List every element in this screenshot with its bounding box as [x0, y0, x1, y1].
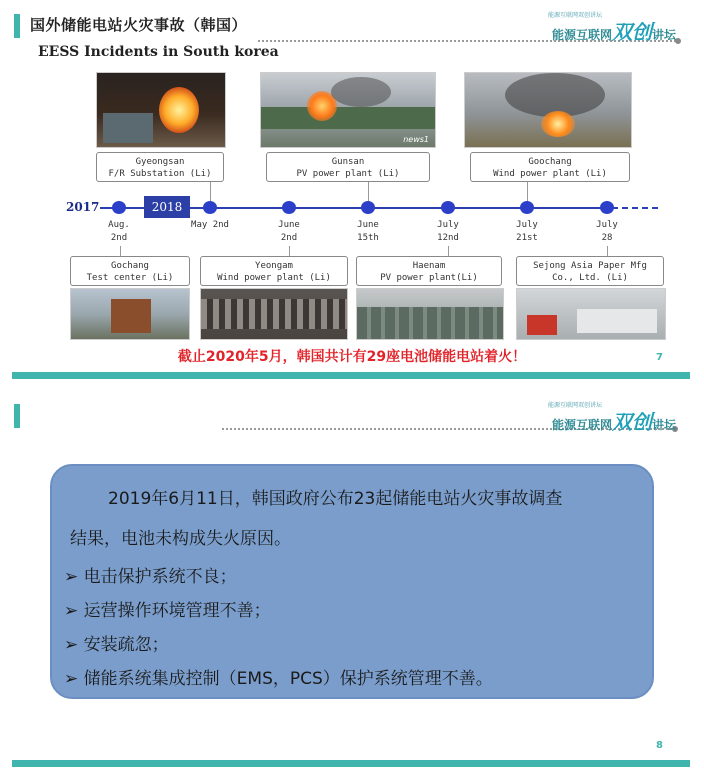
event-label-sejong: [516, 256, 664, 286]
connector: [120, 246, 121, 256]
bullet-arrow-icon: ➢: [64, 567, 79, 587]
label-line: Wind power plant (Li): [493, 169, 607, 179]
photo-sejong: [516, 288, 666, 340]
date-line: 2nd: [110, 233, 128, 243]
event-label-goochang: [470, 152, 630, 182]
logo-big: 双创: [612, 20, 653, 44]
date-line: 28: [601, 233, 613, 243]
label-line: PV power plant(Li): [380, 273, 478, 283]
date-label: [423, 219, 473, 245]
logo-main-text: [552, 406, 676, 435]
timeline-dot: [282, 201, 296, 214]
label-line: Haenam: [412, 261, 446, 271]
label-line: F/R Substation (Li): [108, 169, 212, 179]
photo-caption: news1: [403, 135, 429, 144]
photo-gyeongsan-fire: [96, 72, 226, 148]
label-line: PV power plant (Li): [296, 169, 400, 179]
label-line: Test center (Li): [86, 273, 174, 283]
timeline-dot: [361, 201, 375, 214]
date-line: July: [437, 220, 459, 230]
year-marker: 2018: [144, 196, 190, 218]
title-accent-bar: [14, 404, 20, 428]
timeline-dot: [112, 201, 126, 214]
logo-small-text: 能源互联网双创讲坛: [548, 12, 603, 19]
photo-gochang: [70, 288, 190, 340]
findings-paragraph-line2: 结果，电池未构成失火原因。: [70, 529, 291, 549]
highlight-statement: 截止2020年5月，韩国共计有29座电池储能电站着火！: [177, 349, 527, 365]
logo-suffix: 讲坛: [652, 28, 677, 42]
connector: [210, 182, 211, 202]
date-label: [582, 219, 632, 245]
date-line: 12nd: [437, 233, 459, 243]
connector: [289, 246, 290, 256]
logo-suffix: 讲坛: [652, 418, 677, 432]
timeline-dot: [520, 201, 534, 214]
date-line: July: [516, 220, 538, 230]
event-label-yeongam: [200, 256, 348, 286]
bullet-arrow-icon: ➢: [64, 635, 79, 655]
photo-haenam: [356, 288, 504, 340]
date-line: 15th: [357, 233, 379, 243]
bullet-item: [64, 562, 237, 587]
date-line: 21st: [516, 233, 538, 243]
date-line: Aug.: [108, 220, 130, 230]
timeline-dot: [600, 201, 614, 214]
timeline-continuation: [612, 207, 658, 209]
photo-gunsan-fire: [260, 72, 436, 148]
logo-big: 双创: [612, 410, 653, 434]
connector: [607, 246, 608, 256]
bullet-item: [64, 630, 169, 655]
date-line: June: [278, 220, 300, 230]
slide-7: [0, 0, 704, 384]
bullet-arrow-icon: ➢: [64, 601, 79, 621]
connector: [448, 246, 449, 256]
bullet-item: [64, 664, 493, 689]
connector: [368, 182, 369, 202]
label-line: Gochang: [111, 261, 149, 271]
date-label: [185, 219, 235, 232]
connector: [527, 182, 528, 202]
event-label-gyeongsan: [96, 152, 224, 182]
timeline-dot: [441, 201, 455, 214]
bullet-item: [64, 596, 271, 621]
photo-goochang-fire: [464, 72, 632, 148]
label-line: Gyeongsan: [135, 157, 185, 167]
logo-small-text: 能源互联网双创讲坛: [548, 402, 603, 409]
event-label-gunsan: [266, 152, 430, 182]
photo-yeongam: [200, 288, 348, 340]
logo-main: 能源互联网: [552, 418, 613, 432]
bullet-text: 储能系统集成控制（EMS，PCS）保护系统管理不善。: [83, 669, 493, 689]
bullet-text: 安装疏忽；: [83, 635, 169, 655]
title-accent-bar: [14, 14, 20, 38]
date-line: June: [357, 220, 379, 230]
label-line: Gunsan: [331, 157, 365, 167]
date-label: [94, 219, 144, 245]
label-line: Sejong Asia Paper Mfg: [533, 261, 647, 271]
brand-logo: [548, 400, 677, 434]
date-label: [502, 219, 552, 245]
slide-8: [0, 392, 704, 776]
brand-logo: [548, 10, 677, 44]
page-number: 8: [656, 740, 663, 751]
logo-main: 能源互联网: [552, 28, 613, 42]
date-line: 2nd: [280, 233, 298, 243]
bullet-text: 运营操作环境管理不善；: [83, 601, 271, 621]
date-label: [343, 219, 393, 245]
date-label: [264, 219, 314, 245]
start-year: 2017: [66, 200, 100, 214]
slide-subtitle: EESS Incidents in South korea: [38, 44, 279, 60]
timeline-dot: [203, 201, 217, 214]
findings-box: [50, 464, 654, 699]
bullet-text: 电击保护系统不良；: [83, 567, 237, 587]
bottom-accent-bar: [12, 760, 690, 767]
bottom-accent-bar: [12, 372, 690, 379]
findings-paragraph-line1: 2019年6月11日，韩国政府公布23起储能电站火灾事故调查: [108, 489, 563, 509]
logo-main-text: [552, 16, 676, 45]
date-line: May 2nd: [191, 220, 229, 230]
bullet-arrow-icon: ➢: [64, 669, 79, 689]
label-line: Co., Ltd. (Li): [552, 273, 628, 283]
event-label-haenam: [356, 256, 502, 286]
label-line: Goochang: [528, 157, 572, 167]
page-number: 7: [656, 352, 663, 363]
label-line: Wind power plant (Li): [217, 273, 331, 283]
event-label-gochang: [70, 256, 190, 286]
label-line: Yeongam: [255, 261, 293, 271]
slide-title: 国外储能电站火灾事故（韩国）: [30, 16, 248, 34]
date-line: July: [596, 220, 618, 230]
